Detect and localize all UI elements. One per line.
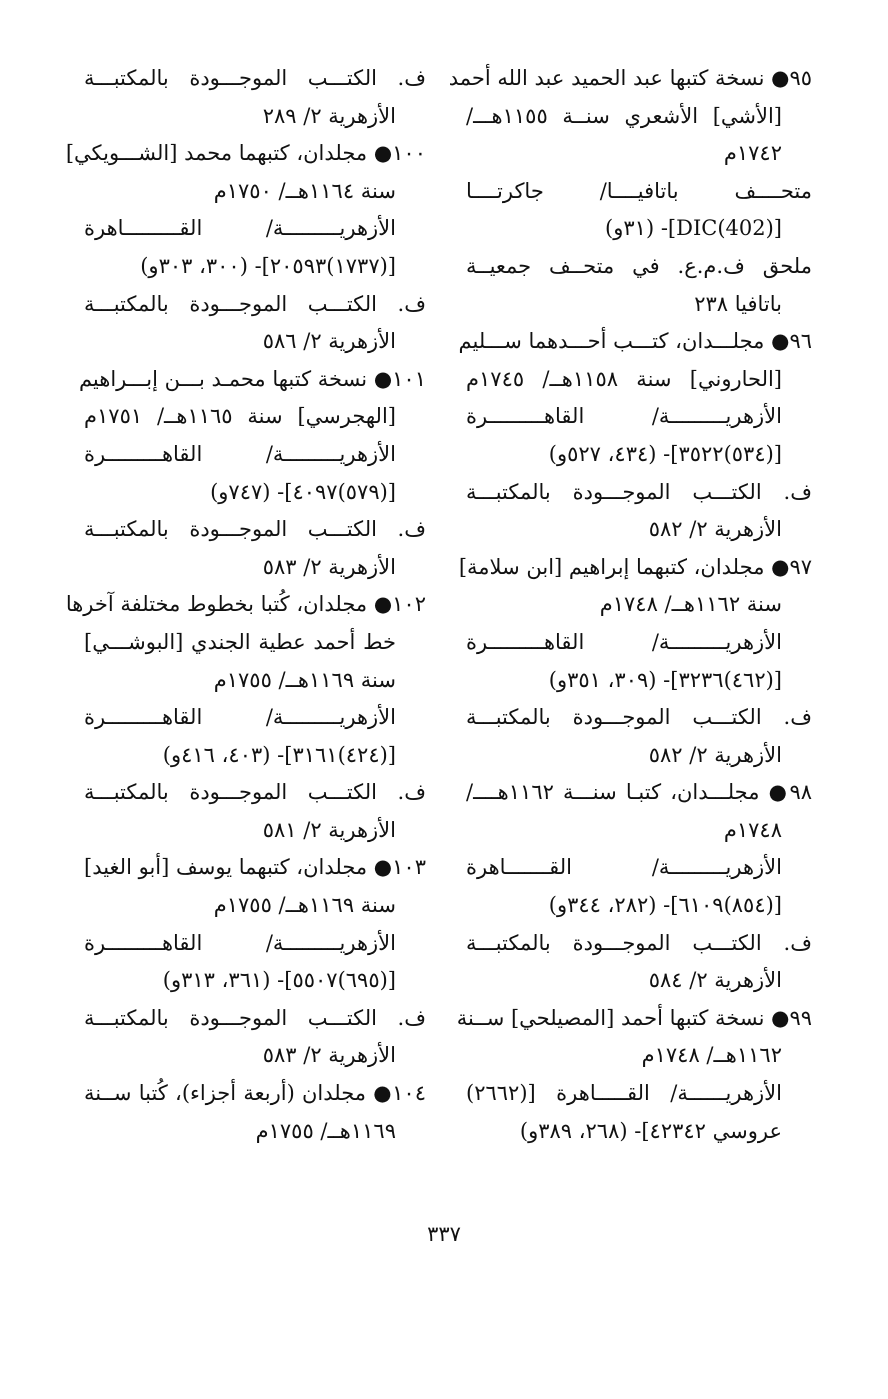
text-line: الأزهريــــــة/ القـــــاهرة [(٢٦٦٢) [466,1081,782,1106]
text-line: [DIC(402)]- (٣١و) [605,216,782,241]
text-line: الأزهرية ٢/ ٥٨٤ [648,968,782,993]
text-line: ١٠٤● مجلدان (أربعة أجزاء)، كُتبا ســنة [84,1081,426,1106]
text-line: الأزهريـــــــــة/ القـــــــــاهرة [84,216,396,241]
text-line: [(٤٦٢)٣٢٣٦]- (٣٠٩، ٣٥١و) [548,667,782,692]
text-line: ١٠٢● مجلدان، كُتبا بخطوط مختلفة آخرها [65,592,426,617]
text-line: الأزهرية ٢/ ٥٨٣ [262,554,396,579]
text-line: [(٤٢٤)٣١٦١]- (٤٠٣، ٤١٦و) [162,742,396,767]
text-line: باتافيا ٢٣٨ [694,291,782,316]
text-line: الأزهريـــــــــة/ القاهـــــــــرة [466,629,782,654]
text-line: ١٠٣● مجلدان، كتبهما يوسف [أبو الغيد] [84,855,426,880]
text-line: ملحق ف.م.ع. في متحــف جمعيــة [466,253,812,278]
text-line: ١٠٠● مجلدان، كتبهما محمد [الشـــويكي] [65,141,426,166]
text-line: [الحاروني] سنة ١١٥٨هــ/ ١٧٤٥م [466,366,782,391]
text-line: سنة ١١٦٩هــ/ ١٧٥٥م [213,893,396,918]
text-line: ٩٨● مجلـــدان، كتبـا سنـــة ١١٦٢هــــ/ [466,780,812,805]
text-line: ٩٩● نسخة كتبها أحمد [المصيلحي] ســنة [456,1005,812,1030]
text-line: [(٥٣٤)٣٥٢٢]- (٤٣٤، ٥٢٧و) [548,441,782,466]
text-line: ١٧٤٨م [723,817,782,842]
text-line: الأزهرية ٢/ ٥٨٢ [648,742,782,767]
text-line: [الأشي] الأشعري سنــة ١١٥٥هـــ/ [466,103,782,128]
text-line: [(٨٥٤)٦١٠٩]- (٢٨٢، ٣٤٤و) [548,893,782,918]
text-line: ف. الكتـــب الموجـــودة بالمكتبـــة [466,479,812,504]
text-line: ف. الكتـــب الموجـــودة بالمكتبـــة [84,291,426,316]
right-column [448,60,812,1150]
text-line: الأزهرية ٢/ ٢٨٩ [262,103,396,128]
text-line: ف. الكتـــب الموجـــودة بالمكتبـــة [84,66,426,90]
text-line: ١٧٤٢م [723,141,782,166]
text-line: الأزهرية ٢/ ٥٨١ [262,817,396,842]
text-line: ف. الكتـــب الموجـــودة بالمكتبـــة [466,930,812,955]
text-line: الأزهريـــــــــة/ القاهـــــــــرة [84,705,396,730]
text-line: سنة ١١٦٩هــ/ ١٧٥٥م [213,667,396,692]
text-line: عروسي ٤٢٣٤٢]- (٢٦٨، ٣٨٩و) [519,1118,782,1143]
text-line: [الهجرسي] سنة ١١٦٥هــ/ ١٧٥١م [84,404,396,429]
text-line: ف. الكتـــب الموجـــودة بالمكتبـــة [466,705,812,730]
text-line: الأزهرية ٢/ ٥٨٢ [648,517,782,542]
text-line: متحــــف باتافيــــا/ جاكرتــــا [466,178,812,203]
text-line: ف. الكتـــب الموجـــودة بالمكتبـــة [84,517,426,542]
text-line: سنة ١١٦٢هــ/ ١٧٤٨م [599,592,782,617]
text-line: [(٦٩٥)٥٥٠٧]- (٣٦١، ٣١٣و) [162,968,396,993]
text-line: ٩٧● مجلدان، كتبهما إبراهيم [ابن سلامة] [458,554,812,579]
text-line: [(١٧٣٧)٢٠٥٩٣]- (٣٠٠، ٣٠٣و) [140,253,396,278]
text-line: ١٠١● نسخة كتبها محمـد بـــن إبـــراهيم [78,366,426,391]
text-line: الأزهرية ٢/ ٥٨٦ [262,329,396,354]
text-line: الأزهريـــــــــة/ القاهـــــــــرة [466,404,782,429]
text-line: ٩٥● نسخة كتبها عبد الحميد عبد الله أحمد [448,66,812,90]
text-line: الأزهرية ٢/ ٥٨٣ [262,1043,396,1068]
text-line: الأزهريـــــــــة/ القاهـــــــــرة [84,441,396,466]
text-line: [(٥٧٩)٤٠٩٧]- (٧٤٧و) [210,479,396,504]
text-line: الأزهريـــــــــة/ القـــــــاهرة [466,855,782,880]
text-line: سنة ١١٦٤هــ/ ١٧٥٠م [213,178,396,203]
left-column [65,60,426,1150]
text-line: ١١٦٢هــ/ ١٧٤٨م [641,1043,782,1068]
text-line: ٩٦● مجلـــدان، كتـــب أحـــدهما ســـليم [458,329,812,354]
text-line: الأزهريـــــــــة/ القاهـــــــــرة [84,930,396,955]
text-line: خط أحمد عطية الجندي [البوشـــي] [84,629,396,654]
page-number: ٣٣٧ [427,1222,461,1246]
text-line: ف. الكتـــب الموجـــودة بالمكتبـــة [84,1005,426,1030]
text-line: ١١٦٩هــ/ ١٧٥٥م [255,1118,396,1143]
text-line: ف. الكتـــب الموجـــودة بالمكتبـــة [84,780,426,805]
